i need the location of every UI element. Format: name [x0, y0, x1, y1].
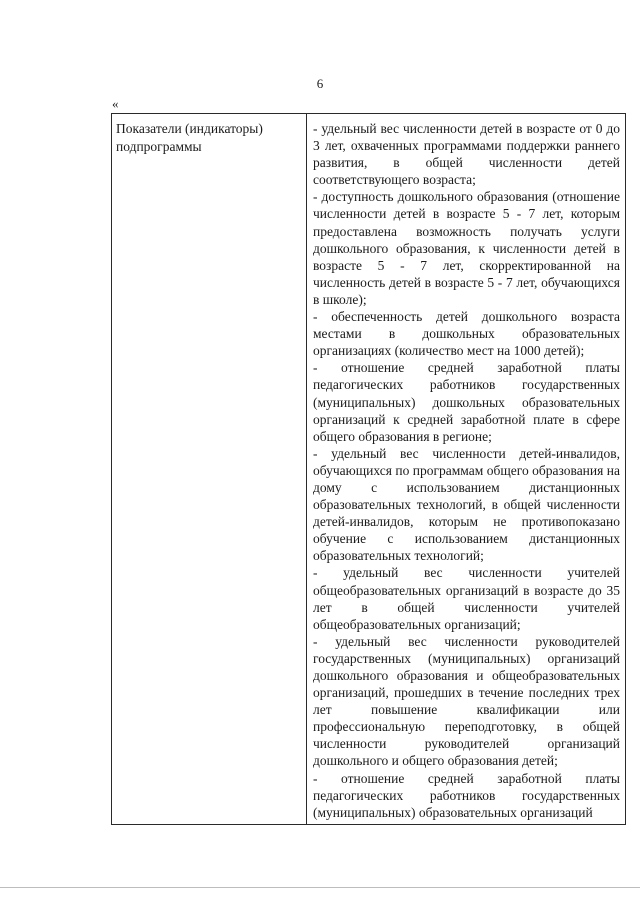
indicator-item: - обеспеченность детей дошкольного возраста местами в дошкольных образовательных организациях (количество мест на 1000 детей); [313, 309, 620, 359]
indicators-label-cell: Показатели (индикаторы) подпрограммы [116, 121, 263, 154]
indicator-item: - удельный вес численности руководителей государственных (муниципальных) организаций дошкольного образования и общеобразовательных организаций, прошедших в течение последних трех лет повышение квалификации или профессиональную переподготовку, в общей численности руководителей организаций дошкольного и общего образования детей; [313, 633, 620, 769]
indicator-item: - отношение средней заработной платы педагогических работников государственных (муниципальных) образовательных организаций [313, 770, 620, 820]
page-number: 6 [316, 76, 324, 91]
indicator-item: - отношение средней заработной платы педагогических работников государственных (муниципальных) дошкольных образовательных организаций к средней заработной плате в сфере общего образования в регионе; [313, 360, 620, 444]
opening-quote-mark: « [112, 96, 119, 111]
column-divider [306, 114, 307, 824]
indicator-item: - удельный вес численности учителей общеобразовательных организаций в возрасте до 35 лет в общей численности учителей общеобразовательных организаций; [313, 565, 620, 632]
indicator-item: - удельный вес численности детей в возрасте от 0 до 3 лет, охваченных программами поддержки раннего развития, в общей численности детей соответствующего возраста; [313, 121, 620, 188]
indicators-table [111, 113, 626, 825]
indicator-item: - доступность дошкольного образования (отношение численности детей в возрасте 5 - 7 лет, которым предоставлена возможность получать услуги дошкольного образования, к численности детей в возрасте 5 - 7 лет, скорректированной на численность детей в возрасте 5 - 7 лет, обучающихся в школе); [313, 189, 620, 307]
indicator-item: - удельный вес численности детей-инвалидов, обучающихся по программам общего образования на дому с использованием дистанционных образовательных технологий, в общей численности детей-инвалидов, которым не противопоказано обучение с использованием дистанционных образовательных технологий; [313, 445, 620, 564]
indicators-list-cell [313, 120, 620, 824]
scan-bottom-edge [0, 887, 640, 888]
